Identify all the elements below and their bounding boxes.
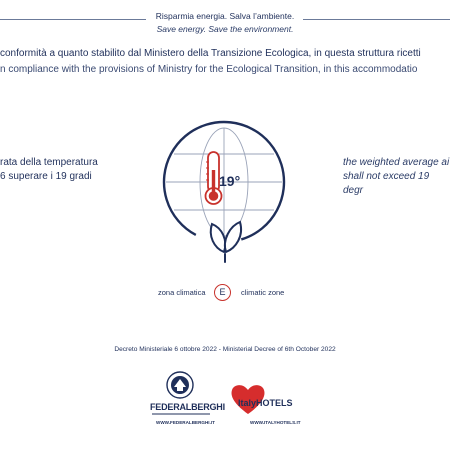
left-text [0, 156, 98, 184]
decree-text: Decreto Ministeriale 6 ottobre 2022 - Ministerial Decree of 6th October 2022 [114, 346, 336, 353]
left-text-line2: 6 superare i 19 gradi [0, 171, 92, 182]
intro-italian: conformità a quanto stabilito dal Ministero della Transizione Ecologica, in questa struttura ricetti [0, 48, 421, 59]
right-text-line2: shall not exceed 19 degr [343, 171, 430, 196]
zone-letter-badge [214, 284, 231, 301]
zone-label-english: climatic zone [241, 288, 285, 297]
globe-thermometer-icon [150, 110, 300, 270]
italyhotels-url: WWW.ITALYHOTELS.IT [250, 420, 301, 425]
federalberghi-logo-icon [160, 370, 200, 400]
header-title-english: Save energy. Save the environment. [156, 24, 294, 34]
federalberghi-url: WWW.FEDERALBERGHI.IT [156, 420, 215, 425]
header-title-italian: Risparmia energia. Salva l’ambiente. [155, 11, 295, 21]
federalberghi-tagline-line [152, 413, 210, 415]
temperature-value: 19° [219, 173, 241, 189]
right-text-line1: the weighted average ai [343, 157, 450, 168]
right-text [343, 156, 450, 198]
zone-letter: E [219, 287, 226, 297]
intro-english: n compliance with the provisions of Ministry for the Ecological Transition, in this accommodatio [0, 64, 418, 75]
federalberghi-name: FEDERALBERGHI [150, 402, 225, 412]
left-text-line1: rata della temperatura [0, 157, 98, 168]
zone-label-italian: zona climatica [158, 288, 206, 297]
italyhotels-name: ItalyHOTELS [238, 398, 293, 408]
